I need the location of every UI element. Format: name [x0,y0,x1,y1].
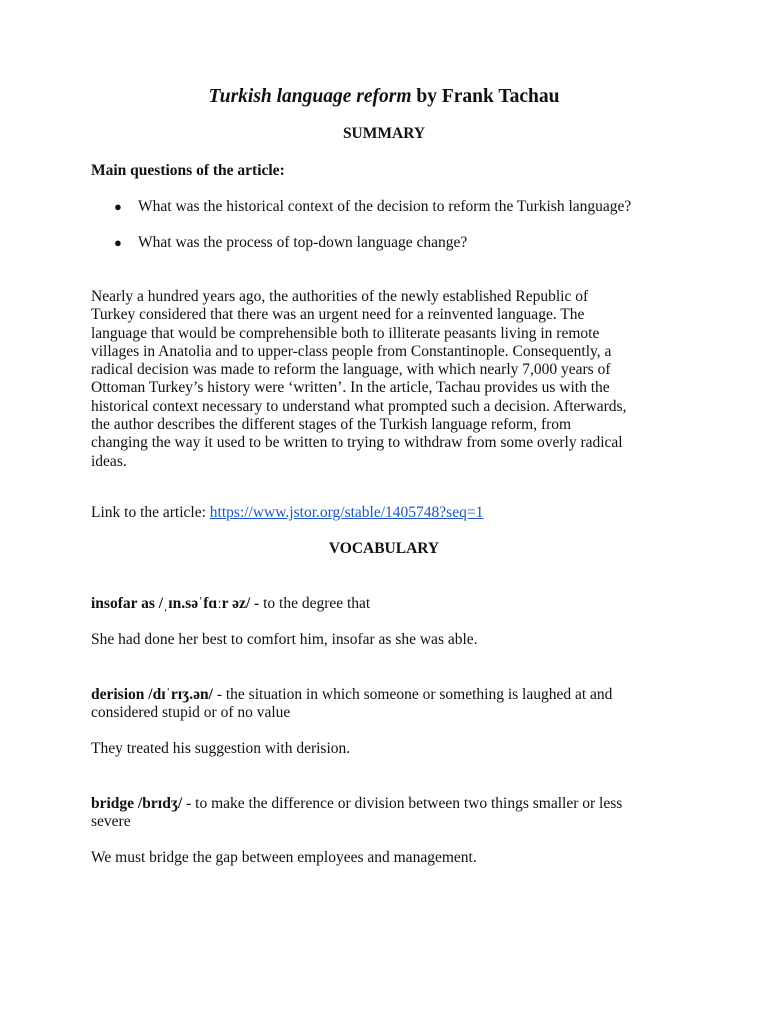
vocabulary-heading: VOCABULARY [328,540,440,557]
vocab-term: derision /dɪˈrɪʒ.ən/ [91,686,213,703]
vocab-definition-cont: considered stupid or of no value [91,704,291,722]
summary-line: historical context necessary to understand what prompted such a decision. Afterwards, [91,397,627,415]
summary-line: Ottoman Turkey’s history were ‘written’. In the article, Tachau provides us with the [91,379,610,397]
article-link-line [91,504,691,522]
summary-line: radical decision was made to reform the language, with which nearly 7,000 years of [91,361,611,379]
summary-line: villages in Anatolia and to upper-class people from Constantinople. Consequently, a [91,342,612,360]
vocab-definition: - the situation in which someone or something is laughed at and [212,686,613,703]
summary-heading: SUMMARY [342,125,426,142]
vocab-definition: - to make the difference or division between two things smaller or less [182,795,623,812]
bullet-icon: ● [114,235,122,250]
summary-line: Nearly a hundred years ago, the authorities of the newly established Republic of [91,288,589,305]
summary-line: ideas. [91,452,127,470]
vocab-entry [91,595,691,613]
summary-line: changing the way it used to be written to trying to withdraw from some overly radical [91,434,623,452]
summary-line: language that would be comprehensible both to illiterate peasants living in remote [91,324,600,342]
vocab-term: bridge /brɪdʒ/ [91,795,183,812]
vocab-example: They treated his suggestion with derision. [91,740,351,757]
questions-heading: Main questions of the article: [91,162,285,179]
vocab-example: She had done her best to comfort him, insofar as she was able. [91,631,478,648]
summary-line: the author describes the different stages of the Turkish language reform, from [91,416,572,434]
article-link[interactable]: https://www.jstor.org/stable/1405748?seq=1 [209,504,484,521]
bullet-icon: ● [114,199,122,214]
question-text: What was the process of top-down language change? [138,234,468,251]
document-title [0,85,768,109]
article-link-label: Link to the article: [91,504,210,521]
question-item [114,234,467,252]
vocab-definition: to the degree that [259,595,371,612]
vocab-term: insofar as /ˌɪn.səˈfɑːr əz/ - [91,595,260,612]
vocab-definition-cont: severe [91,813,131,831]
question-text: What was the historical context of the decision to reform the Turkish language? [138,198,632,215]
question-item [114,198,631,216]
title-italic: Turkish language reform [208,86,412,107]
vocab-example: We must bridge the gap between employees and management. [91,849,477,866]
summary-paragraph [91,288,711,471]
vocab-entry [91,686,711,723]
vocab-entry [91,795,711,832]
title-author: by Frank Tachau [411,86,560,107]
summary-line: Turkey considered that there was an urgent need for a reinvented language. The [91,306,585,324]
